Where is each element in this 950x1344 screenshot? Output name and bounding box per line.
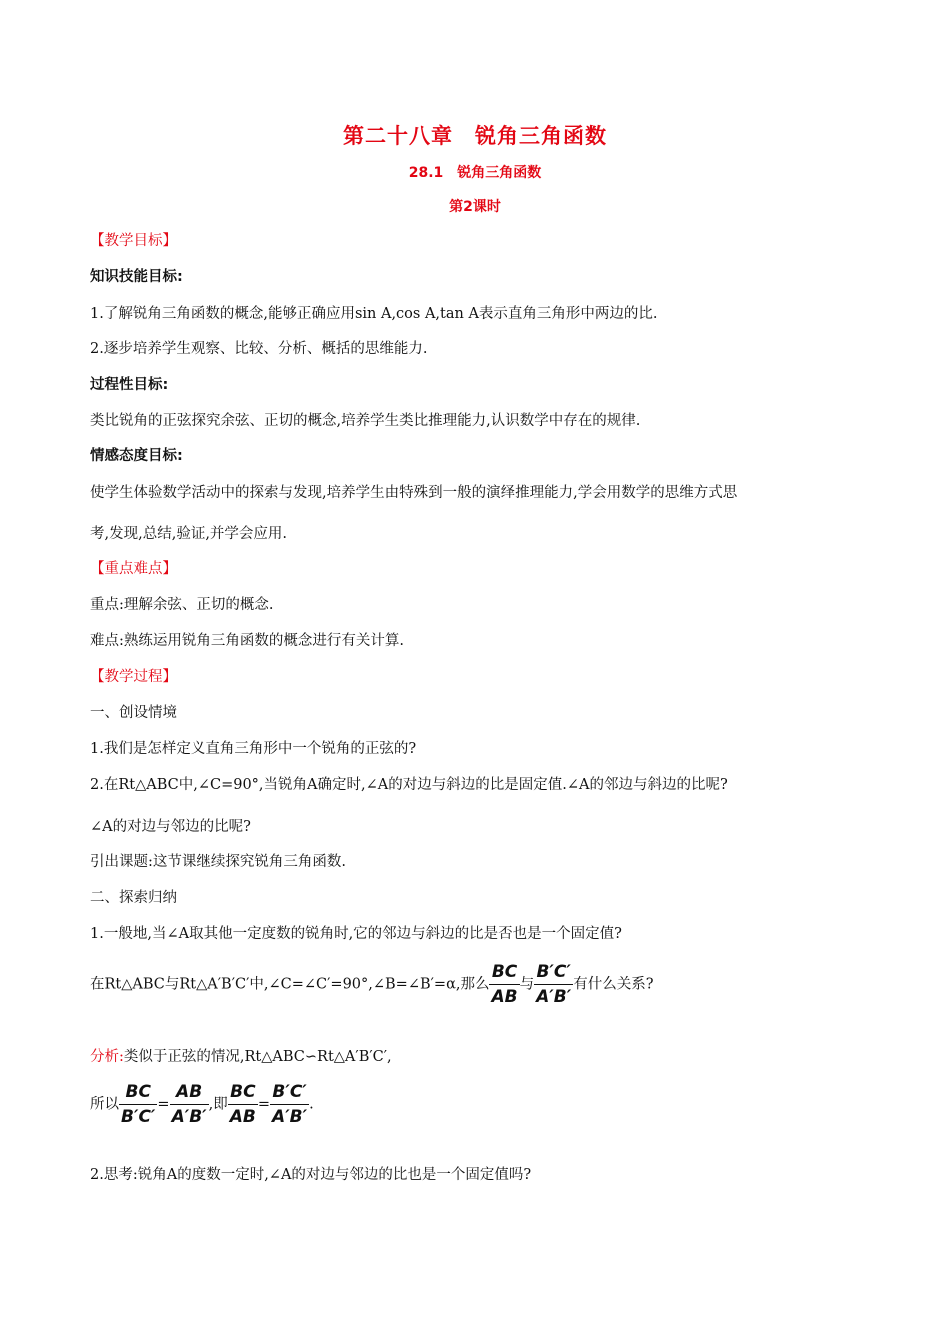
fraction-numerator: BC [228,1080,258,1105]
chapter-title: 第二十八章 锐角三角函数 [343,124,607,148]
fraction-bc-over-ab-2 [228,1080,258,1129]
key-point-text: 重点:理解余弦、正切的概念. [90,597,274,613]
emotion-goal-text-2: 考,发现,总结,验证,并学会应用. [90,526,288,542]
knowledge-item-2: 2.逐步培养学生观察、比较、分析、概括的思维能力. [90,341,428,357]
fraction-bc-over-bc-prime [119,1080,157,1129]
fraction-denominator: A′B′ [272,1107,308,1127]
section-title: 28.1 锐角三角函数 [408,165,542,181]
fraction-denominator: AB [491,987,518,1007]
equals-sign: = [157,1096,170,1113]
heading-teaching-goals: 【教学目标】 [90,233,177,249]
explore-question-2: 2.思考:锐角A的度数一定时,∠A的对边与邻边的比也是一个固定值吗? [90,1167,532,1183]
question-text-suffix: 有什么关系? [573,976,654,993]
question-2-line-2: ∠A的对边与邻边的比呢? [90,819,251,835]
fraction-ab-over-ab-prime [170,1080,209,1129]
heading-emotion-goal: 情感态度目标: [90,448,183,464]
fraction-numerator: BC [489,960,519,985]
question-1: 1.我们是怎样定义直角三角形中一个锐角的正弦的? [90,741,417,757]
process-goal-text: 类比锐角的正弦探究余弦、正切的概念,培养学生类比推理能力,认识数学中存在的规律. [90,413,641,429]
fraction-numerator: BC [119,1080,157,1105]
fraction-bc-prime-over-ab-prime-2 [270,1080,309,1129]
analysis-equation [90,1080,314,1129]
emotion-goal-text-1: 使学生体验数学活动中的探索与发现,培养学生由特殊到一般的演绎推理能力,学会用数学的思维方式思 [90,485,738,501]
analysis-label: 分析: [90,1049,124,1065]
analysis-line [90,1045,392,1066]
difficult-point-text: 难点:熟练运用锐角三角函数的概念进行有关计算. [90,633,404,649]
question-2-line-1: 2.在Rt△ABC中,∠C=90°,当锐角A确定时,∠A的对边与斜边的比是固定值.∠A的邻边与斜边的比呢? [90,777,728,793]
fraction-denominator: B′C′ [121,1107,156,1127]
ie-label: ,即 [208,1096,228,1113]
heading-key-points: 【重点难点】 [90,561,177,577]
knowledge-item-1: 1.了解锐角三角函数的概念,能够正确应用sin A,cos A,tan A表示直角三角形中两边的比. [90,306,658,322]
heading-knowledge-skill: 知识技能目标: [90,269,183,285]
fraction-bc-over-ab [489,960,519,1009]
fraction-denominator: A′B′ [536,987,572,1007]
explore-question-1b [90,960,653,1009]
fraction-numerator: B′C′ [534,960,573,985]
question-text-mid: 与 [519,976,535,993]
fraction-numerator: AB [170,1080,209,1105]
fraction-denominator: AB [229,1107,256,1127]
fraction-numerator: B′C′ [270,1080,309,1105]
heading-process-goal: 过程性目标: [90,377,169,393]
period: . [309,1096,314,1113]
part-two-heading: 二、探索归纳 [90,890,177,906]
fraction-denominator: A′B′ [171,1107,207,1127]
part-one-heading: 一、创设情境 [90,705,177,721]
equals-sign: = [257,1096,271,1113]
explore-question-1: 1.一般地,当∠A取其他一定度数的锐角时,它的邻边与斜边的比是否也是一个固定值? [90,926,622,942]
lesson-number: 第2课时 [449,199,501,215]
analysis-text: 类似于正弦的情况,Rt△ABC∽Rt△A′B′C′, [123,1049,392,1065]
heading-teaching-process: 【教学过程】 [90,669,177,685]
fraction-bc-prime-over-ab-prime [534,960,573,1009]
intro-text: 引出课题:这节课继续探究锐角三角函数. [90,854,346,870]
so-label: 所以 [90,1096,119,1113]
question-text-prefix: 在Rt△ABC与Rt△A′B′C′中,∠C=∠C′=90°,∠B=∠B′=α,那么 [90,976,490,993]
